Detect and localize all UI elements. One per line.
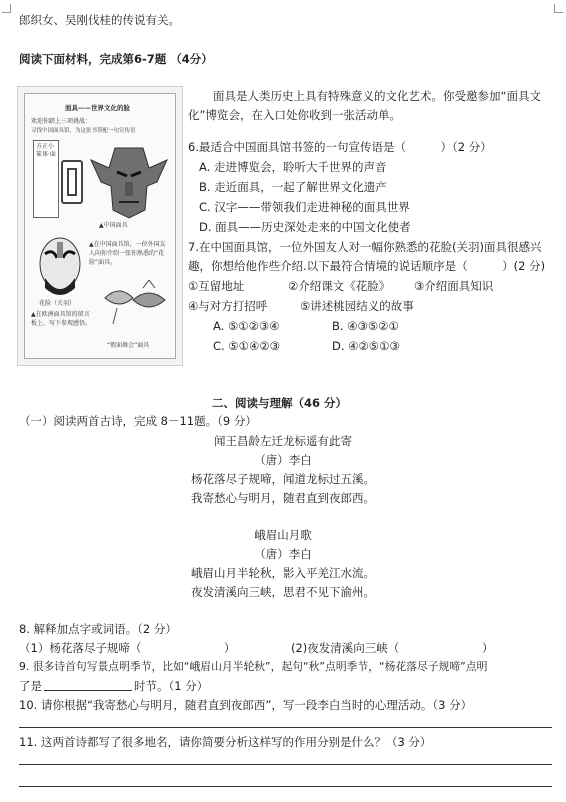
q11: 11. 这两首诗都写了很多地名，请你简要分析这样写的作用分别是什么？（3 分） [19,735,432,749]
q7-line-1: 7.在中国面具馆，一位外国友人对一幅你熟悉的花脸(关羽)面具很感兴 [188,240,542,254]
q7-item-1: ①互留地址 [188,279,245,293]
poem2-line-2: 夜发清溪向三峡，思君不见下渝州。 [191,585,375,599]
part1-intro: （一）阅读两首古诗，完成 8－11题。（9 分） [19,414,257,428]
poster-caption-opera: ▲在中国面具馆，一位外国友人向你介绍一张你熟悉的“花脸”面具。 [89,241,166,266]
poem1-author: （唐）李白 [254,453,312,467]
q8-b-close: ） [482,641,494,655]
answer-line-1[interactable] [19,727,552,728]
q7-option-b: B. ④③⑤②① [332,319,399,333]
poem1-line-1: 杨花落尽子规啼，闻道龙标过五溪。 [191,472,375,486]
q9-blank[interactable] [44,690,132,691]
q6-option-b: B. 走近面具，一起了解世界文化遗产 [199,180,387,194]
q7-option-a: A. ⑤①②③④ [213,319,280,333]
poster-caption-masquerade: “假面舞会”面具 [107,342,150,349]
q7-option-d: D. ④②⑤①③ [332,339,400,353]
poem2-author: （唐）李白 [254,547,312,561]
q8: 8. 解释加点字或词语。（2 分） [19,622,177,636]
q9-suffix: 时节。（1 分） [134,679,209,693]
poem2-title: 峨眉山月歌 [254,528,312,542]
intro-line-2: 化”博览会，在入口处你收到一张活动单。 [188,108,401,122]
answer-line-3[interactable] [19,786,552,787]
q6-option-c: C. 汉字——带领我们走进神秘的面具世界 [199,200,410,214]
poster-side-label: 方正小篆体·面 [36,143,56,158]
q7-option-c: C. ⑤①④②③ [213,339,280,353]
top-line: 郎织女、吴刚伐桂的传说有关。 [19,13,180,27]
reading-heading: 阅读下面材料，完成第6-7题 （4分） [19,52,213,66]
q10: 10. 请你根据“我寄愁心与明月，随君直到夜郎西”，写一段李白当时的心理活动。（3 分） [19,698,473,712]
mask-poster-image [17,86,183,366]
poem1-title: 闻王昌龄左迁龙标遥有此寄 [214,434,352,448]
q6-option-d: D. 面具——历史深处走来的中国文化使者 [199,220,411,234]
poster-bookmark [33,140,59,218]
q7-item-3: ③介绍面具知识 [414,279,494,293]
q7-item-2: ②介绍课文《花脸》 [288,279,391,293]
q9-prefix: 了是 [19,679,42,693]
poem2-line-1: 峨眉山月半轮秋，影入平羌江水流。 [191,566,375,580]
q7-line-2: 趣，你想给他作些介绍.以下最符合情境的说话顺序是（ ）(2 分) [188,259,546,273]
poster-welcome: 欢迎你踏上三项挑战： [31,118,92,125]
seal-glyph-icon [61,160,83,204]
carnival-mask-icon [103,280,169,326]
poem1-line-2: 我寄愁心与明月，随君直到夜郎西。 [191,491,375,505]
opera-mask-icon [37,236,83,298]
poster-label-guanyu: 花脸（关羽） [39,300,76,307]
q8-a-close: ） [224,641,236,655]
intro-line-1: 面具是人类历史上具有特殊意义的文化艺术。你受邀参加“面具文 [213,89,541,103]
q6: 6.最适合中国面具馆书签的一句宣传语是（ ）（2 分） [188,140,492,154]
q6-option-a: A. 走进博览会，聆听大千世界的声音 [199,160,387,174]
poster-caption-europe: ▲在欧洲面具馆的留言板上，写下参观感悟。 [31,311,92,327]
q9-line-1: 9. 很多诗首句写景点明季节，比如“峨眉山月半轮秋”，起句“秋”点明季节，“杨花落尽子规啼”点明 [19,660,488,673]
q7-item-5: ⑤讲述桃园结义的故事 [300,299,414,313]
poster-title: 面具——世界文化的脸 [65,104,130,112]
poster-caption-china: ▲中国面具 [99,222,128,229]
crop-mark-top-left [2,4,11,13]
poster-sub: 寻找中国面具馆，为这张书签配一句宣传语 [31,128,136,134]
q8-b: (2)夜发清溪向三峡（ [291,641,400,655]
q7-item-4: ④与对方打招呼 [188,299,268,313]
q8-a: （1）杨花落尽子规啼（ [19,641,142,655]
bronze-mask-icon [87,138,171,220]
crop-mark-top-right [554,4,563,13]
answer-line-2[interactable] [19,764,552,765]
section2-heading: 二、阅读与理解（46 分） [212,396,348,410]
